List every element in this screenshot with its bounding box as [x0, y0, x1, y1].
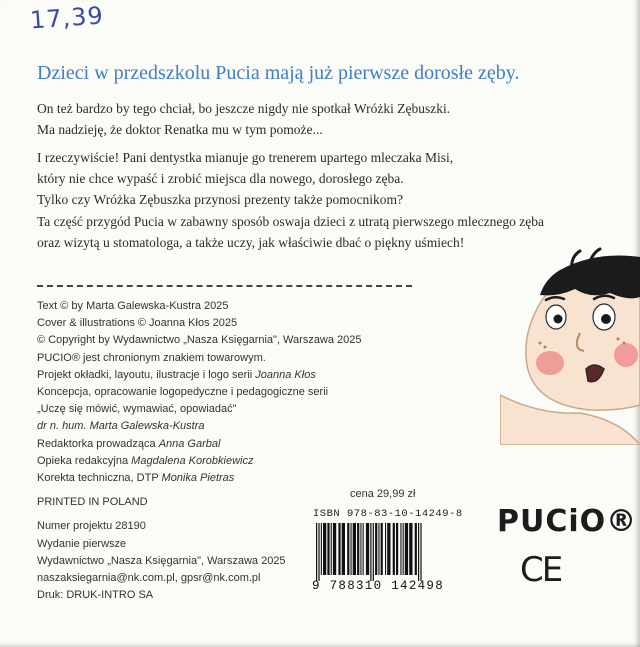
imprint-credits	[37, 298, 362, 604]
project-number: Numer projektu 28190	[37, 520, 146, 533]
left-eye-pupil	[554, 315, 563, 324]
freckle	[544, 346, 547, 349]
credit-care-name: Magdalena Korobkiewicz	[131, 454, 254, 467]
barcode-bar	[342, 523, 345, 575]
barcode-bar	[363, 523, 364, 575]
credit-project-label: Projekt okładki, layoutu, ilustracje i logo serii	[37, 368, 253, 381]
contact-emails: naszaksiegarnia@nk.com.pl, gpsr@nk.com.pl	[37, 572, 261, 585]
barcode-number: 9 788310 142498	[312, 579, 445, 593]
credit-author: dr n. hum. Marta Galewska-Kustra	[37, 420, 205, 433]
printed-in: PRINTED IN POLAND	[37, 496, 148, 509]
blurb-line: który nie chce wypaść i zrobić miejsca dla nowego, dorosłego zęba.	[37, 171, 404, 186]
credit-care	[37, 453, 337, 470]
isbn-label: ISBN 978-83-10-14249-8	[313, 508, 463, 520]
back-cover-headline: Dzieci w przedszkolu Pucia mają już pierwsze dorosłe zęby.	[37, 62, 520, 84]
credit-tech-label: Korekta techniczna, DTP	[37, 472, 159, 485]
credit-project-name: Joanna Kłos	[255, 368, 316, 381]
barcode-bar	[331, 523, 332, 575]
barcode-bar	[396, 523, 398, 575]
credit-tech	[37, 470, 337, 487]
credit-editor-label: Redaktorka prowadząca	[37, 437, 156, 450]
credit-concept: Koncepcja, opracowanie logopedyczne i pedagogiczne serii	[37, 386, 329, 399]
credit-series: „Uczę się mówić, wymawiać, opowiadać"	[37, 403, 237, 416]
barcode-bar	[360, 523, 361, 575]
credit-editor	[37, 436, 337, 453]
credit-cover: Cover & illustrations © Joanna Kłos 2025	[37, 317, 238, 330]
barcode-bar	[405, 523, 408, 575]
freckle	[539, 342, 542, 345]
barcode-bar	[378, 523, 379, 575]
barcode-bar	[373, 523, 374, 581]
barcode-bar	[316, 523, 317, 581]
publisher: Wydawnictwo „Nasza Księgarnia", Warszawa 2025	[37, 554, 286, 567]
pucio-face-illustration	[500, 245, 640, 445]
barcode	[312, 523, 472, 581]
credit-text: Text © by Marta Galewska-Kustra 2025	[37, 300, 229, 312]
barcode-bar	[347, 523, 349, 575]
barcode-bar	[333, 523, 336, 575]
barcode-bar	[409, 523, 412, 575]
barcode-bar	[321, 523, 322, 575]
barcode-bar	[420, 523, 421, 581]
barcode-bar	[403, 523, 404, 575]
blurb-line: Ta część przygód Pucia w zabawny sposób oswaja dzieci z utratą pierwszego mlecznego zęba	[37, 214, 544, 229]
right-cheek	[614, 343, 638, 367]
blurb-paragraph-2	[37, 147, 547, 210]
credits-spacer	[37, 487, 337, 494]
ce-mark: CE	[520, 550, 562, 590]
blurb-line: On też bardzo by tego chciał, bo jeszcze nigdy nie spotkał Wróżki Zębuszki.	[37, 101, 451, 116]
cover-price: cena 29,99 zł	[350, 488, 416, 500]
blurb-paragraph-3	[37, 211, 547, 253]
barcode-bar	[323, 523, 326, 575]
blurb-paragraph-1	[37, 98, 547, 140]
left-cheek	[536, 351, 564, 375]
barcode-bar	[385, 523, 386, 575]
handwritten-price: 17,39	[29, 1, 105, 35]
pucio-logo: PUCiO®	[497, 504, 638, 539]
credit-trademark: PUCIO® jest chronionym znakiem towarowym.	[37, 351, 266, 364]
barcode-bar	[351, 523, 352, 575]
barcode-bar	[318, 523, 319, 581]
barcode-bar	[353, 523, 356, 575]
blurb-line: oraz wizytą u stomatologa, a także uczy, jak właściwie dbać o piękny uśmiech!	[37, 235, 465, 250]
credit-editor-name: Anna Garbal	[158, 437, 221, 450]
barcode-bar	[370, 523, 371, 581]
barcode-bar	[338, 523, 340, 575]
barcode-bar	[387, 523, 390, 575]
credit-copyright: © Copyright by Wydawnictwo „Nasza Księgarnia", Warszawa 2025	[37, 334, 362, 347]
edition: Wydanie pierwsze	[37, 537, 127, 550]
freckle	[617, 338, 620, 341]
credit-project	[37, 367, 337, 384]
freckle	[623, 342, 626, 345]
blurb-line: Tylko czy Wróżka Zębuszka przynosi prezenty także pomocnikom?	[37, 192, 404, 207]
barcode-bar	[381, 523, 383, 575]
barcode-bar	[327, 523, 329, 575]
barcode-bar	[366, 523, 369, 575]
barcode-bar	[415, 523, 417, 575]
barcode-bar	[400, 523, 401, 575]
print-house: Druk: DRUK-INTRO SA	[37, 589, 154, 602]
right-eye-pupil	[601, 314, 611, 324]
barcode-bar	[375, 523, 377, 575]
credit-tech-name: Monika Pietras	[161, 472, 235, 485]
credits-spacer	[37, 511, 337, 518]
dashed-divider	[37, 285, 412, 287]
barcode-bar	[418, 523, 419, 581]
barcode-bar	[393, 523, 395, 575]
blurb-line: I rzeczywiście! Pani dentystka mianuje go trenerem upartego mleczaka Misi,	[37, 150, 454, 165]
blurb-line: Ma nadzieję, że doktor Renatka mu w tym pomoże...	[37, 122, 323, 137]
credit-care-label: Opieka redakcyjna	[37, 454, 129, 467]
barcode-bar	[357, 523, 359, 575]
credit-author-line	[37, 418, 337, 435]
